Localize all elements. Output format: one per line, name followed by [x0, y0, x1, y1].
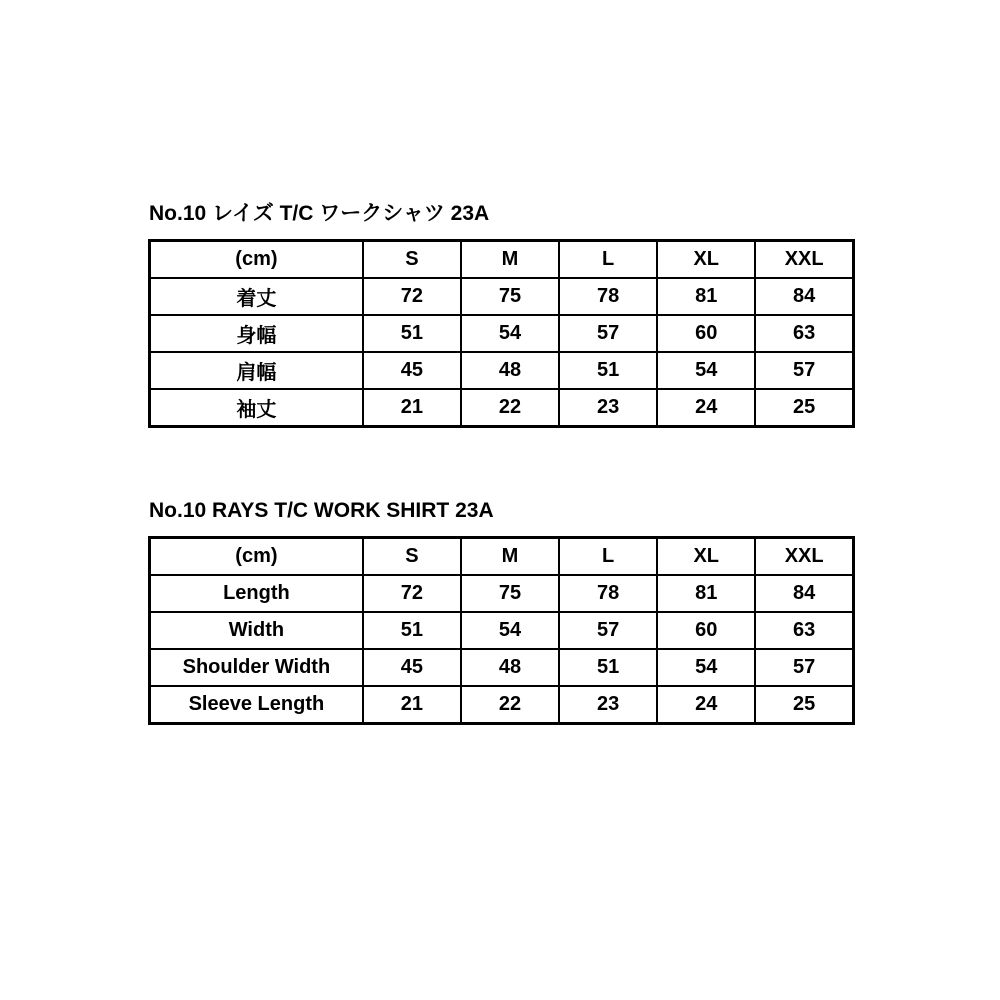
table-row — [150, 612, 854, 649]
value-cell: 22 — [461, 389, 559, 427]
value-cell: 63 — [755, 612, 853, 649]
header-cell-size-l: L — [559, 538, 657, 576]
value-cell: 51 — [559, 649, 657, 686]
value-cell: 75 — [461, 575, 559, 612]
header-cell-size-l: L — [559, 241, 657, 279]
value-cell: 84 — [755, 575, 853, 612]
row-label: 袖丈 — [150, 389, 363, 427]
value-cell: 60 — [657, 315, 755, 352]
value-cell: 72 — [363, 575, 461, 612]
size-chart-title-jp: No.10 レイズ T/C ワークシャツ 23A — [149, 202, 490, 225]
row-label: Length — [150, 575, 363, 612]
value-cell: 75 — [461, 278, 559, 315]
row-label: 身幅 — [150, 315, 363, 352]
header-cell-size-xxl: XXL — [755, 241, 853, 279]
value-cell: 22 — [461, 686, 559, 724]
header-row — [150, 538, 854, 576]
value-cell: 45 — [363, 352, 461, 389]
header-cell-size-s: S — [363, 241, 461, 279]
value-cell: 51 — [363, 315, 461, 352]
value-cell: 84 — [755, 278, 853, 315]
value-cell: 25 — [755, 686, 853, 724]
header-cell-unit: (cm) — [150, 538, 363, 576]
row-label: Width — [150, 612, 363, 649]
size-chart-section-jp — [148, 202, 856, 428]
header-cell-unit: (cm) — [150, 241, 363, 279]
value-cell: 78 — [559, 575, 657, 612]
value-cell: 57 — [559, 612, 657, 649]
value-cell: 21 — [363, 389, 461, 427]
size-table-en — [148, 536, 855, 725]
value-cell: 54 — [461, 315, 559, 352]
value-cell: 57 — [559, 315, 657, 352]
size-chart-section-en — [148, 499, 856, 725]
row-label: 着丈 — [150, 278, 363, 315]
value-cell: 81 — [657, 278, 755, 315]
header-cell-size-xl: XL — [657, 241, 755, 279]
value-cell: 63 — [755, 315, 853, 352]
value-cell: 54 — [657, 649, 755, 686]
value-cell: 48 — [461, 649, 559, 686]
value-cell: 72 — [363, 278, 461, 315]
row-label: Shoulder Width — [150, 649, 363, 686]
value-cell: 51 — [559, 352, 657, 389]
value-cell: 25 — [755, 389, 853, 427]
header-cell-size-s: S — [363, 538, 461, 576]
header-cell-size-xxl: XXL — [755, 538, 853, 576]
value-cell: 54 — [461, 612, 559, 649]
value-cell: 57 — [755, 352, 853, 389]
value-cell: 81 — [657, 575, 755, 612]
value-cell: 57 — [755, 649, 853, 686]
table-row — [150, 686, 854, 724]
value-cell: 23 — [559, 389, 657, 427]
table-row — [150, 649, 854, 686]
value-cell: 24 — [657, 389, 755, 427]
value-cell: 78 — [559, 278, 657, 315]
header-cell-size-m: M — [461, 241, 559, 279]
table-row — [150, 315, 854, 352]
value-cell: 24 — [657, 686, 755, 724]
header-cell-size-m: M — [461, 538, 559, 576]
table-row — [150, 575, 854, 612]
value-cell: 21 — [363, 686, 461, 724]
value-cell: 48 — [461, 352, 559, 389]
value-cell: 60 — [657, 612, 755, 649]
table-row — [150, 278, 854, 315]
table-row — [150, 352, 854, 389]
value-cell: 23 — [559, 686, 657, 724]
table-row — [150, 389, 854, 427]
row-label: Sleeve Length — [150, 686, 363, 724]
value-cell: 45 — [363, 649, 461, 686]
header-cell-size-xl: XL — [657, 538, 755, 576]
row-label: 肩幅 — [150, 352, 363, 389]
value-cell: 54 — [657, 352, 755, 389]
header-row — [150, 241, 854, 279]
size-chart-title-en: No.10 RAYS T/C WORK SHIRT 23A — [149, 499, 494, 522]
value-cell: 51 — [363, 612, 461, 649]
size-table-jp — [148, 239, 855, 428]
